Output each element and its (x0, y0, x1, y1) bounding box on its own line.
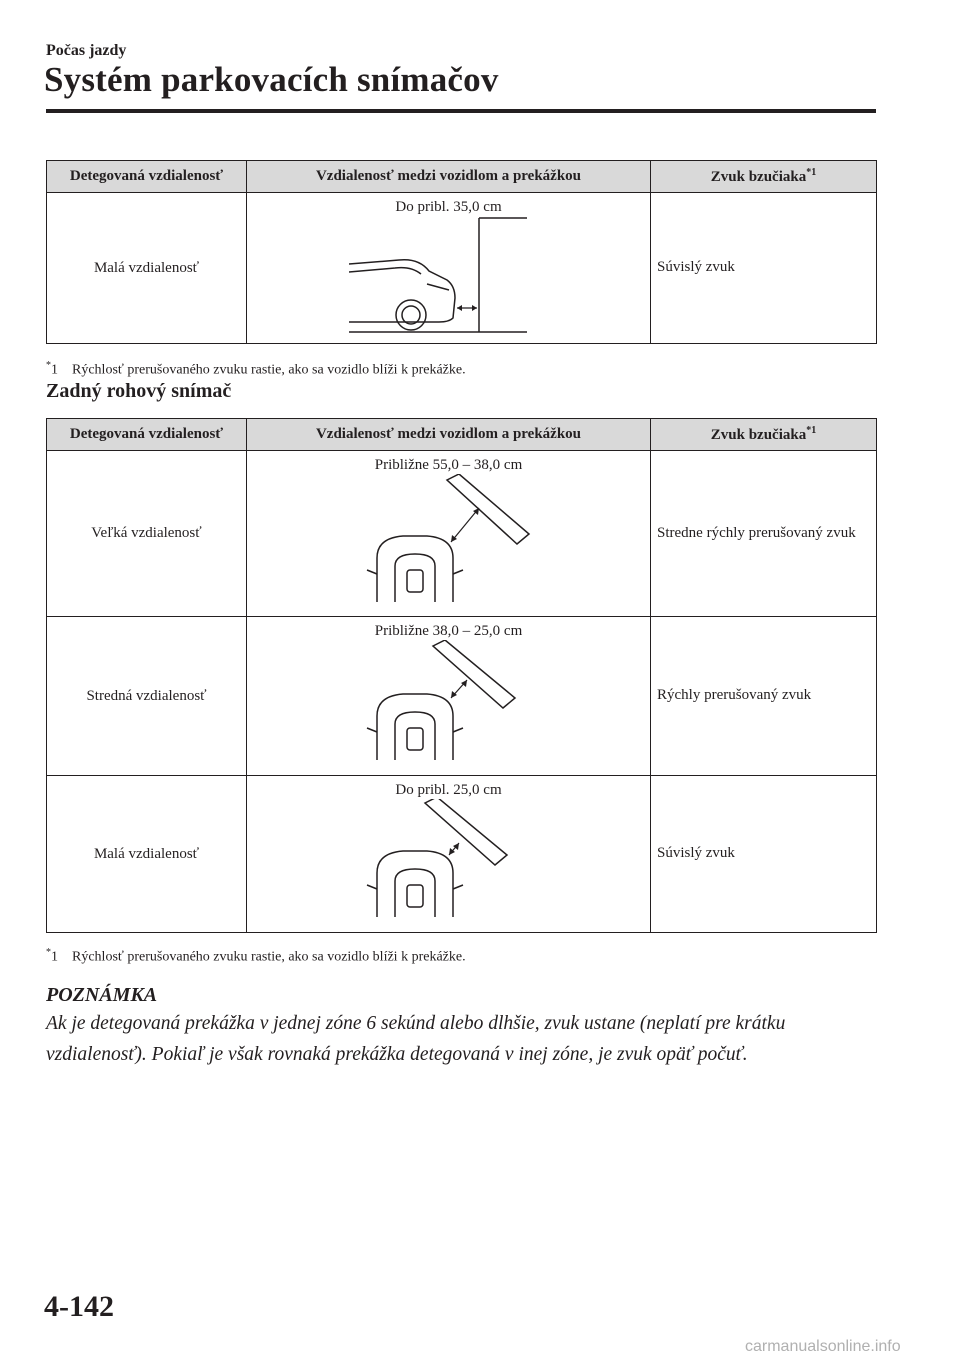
section-label: Počas jazdy (46, 42, 127, 59)
detected-distance: Stredná vzdialenosť (47, 617, 247, 776)
page-title: Systém parkovacích snímačov (44, 60, 499, 99)
col-header-distance: Vzdialenosť medzi vozidlom a prekážkou (247, 419, 651, 451)
buzzer-sound: Rýchly prerušovaný zvuk (651, 617, 877, 776)
rear-sensor-table (46, 160, 877, 344)
distance-figure-cell (247, 617, 651, 776)
table-row (47, 776, 877, 933)
distance-figure-cell (247, 776, 651, 933)
footnote: *1 Rýchlosť prerušovaného zvuku rastie, ako sa vozidlo blíži k prekážke. (46, 947, 466, 965)
detected-distance: Malá vzdialenosť (47, 776, 247, 933)
table-header-row (47, 419, 877, 451)
distance-range: Do pribl. 35,0 cm (395, 199, 502, 215)
car-corner-obstacle-diagram (349, 799, 549, 919)
detected-distance: Malá vzdialenosť (47, 193, 247, 344)
title-rule (46, 109, 876, 113)
note-text: Ak je detegovaná prekážka v jednej zóne 6 sekúnd alebo dlhšie, zvuk ustane (neplatí pre krátku vzdialenosť). Pokiaľ je však rovnaká prekážka detegovaná v inej zóne, je zvuk opäť počuť. (46, 1013, 786, 1065)
car-corner-obstacle-diagram (349, 640, 549, 762)
col-header-sound: Zvuk bzučiaka$^{*1}$ (651, 419, 877, 451)
corner-sensor-table (46, 418, 877, 933)
col-header-detected: Detegovaná vzdialenosť (47, 419, 247, 451)
col-header-detected: Detegovaná vzdialenosť (47, 161, 247, 193)
table-header-row (47, 161, 877, 193)
table-row (47, 193, 877, 344)
buzzer-sound: Súvislý zvuk (651, 776, 877, 933)
note-heading: POZNÁMKA (46, 984, 158, 1006)
distance-figure-cell (247, 451, 651, 617)
watermark: carmanualsonline.info (745, 1338, 901, 1355)
distance-range: Približne 38,0 – 25,0 cm (374, 623, 523, 639)
car-corner-obstacle-diagram (349, 474, 549, 604)
detected-distance: Veľká vzdialenosť (47, 451, 247, 617)
footnote: *1 Rýchlosť prerušovaného zvuku rastie, ako sa vozidlo blíži k prekážke. (46, 360, 466, 378)
page-number: 4-142 (44, 1290, 114, 1323)
distance-range: Približne 55,0 – 38,0 cm (374, 457, 523, 473)
buzzer-sound: Súvislý zvuk (651, 193, 877, 344)
distance-figure-cell (247, 193, 651, 344)
table-row (47, 451, 877, 617)
col-header-distance: Vzdialenosť medzi vozidlom a prekážkou (247, 161, 651, 193)
table-row (47, 617, 877, 776)
car-rear-obstacle-diagram (349, 216, 549, 334)
corner-sensor-heading: Zadný rohový snímač (46, 380, 232, 402)
distance-range: Do pribl. 25,0 cm (395, 782, 502, 798)
buzzer-sound: Stredne rýchly prerušovaný zvuk (651, 451, 877, 617)
col-header-sound: Zvuk bzučiaka$^{*1}$ (651, 161, 877, 193)
